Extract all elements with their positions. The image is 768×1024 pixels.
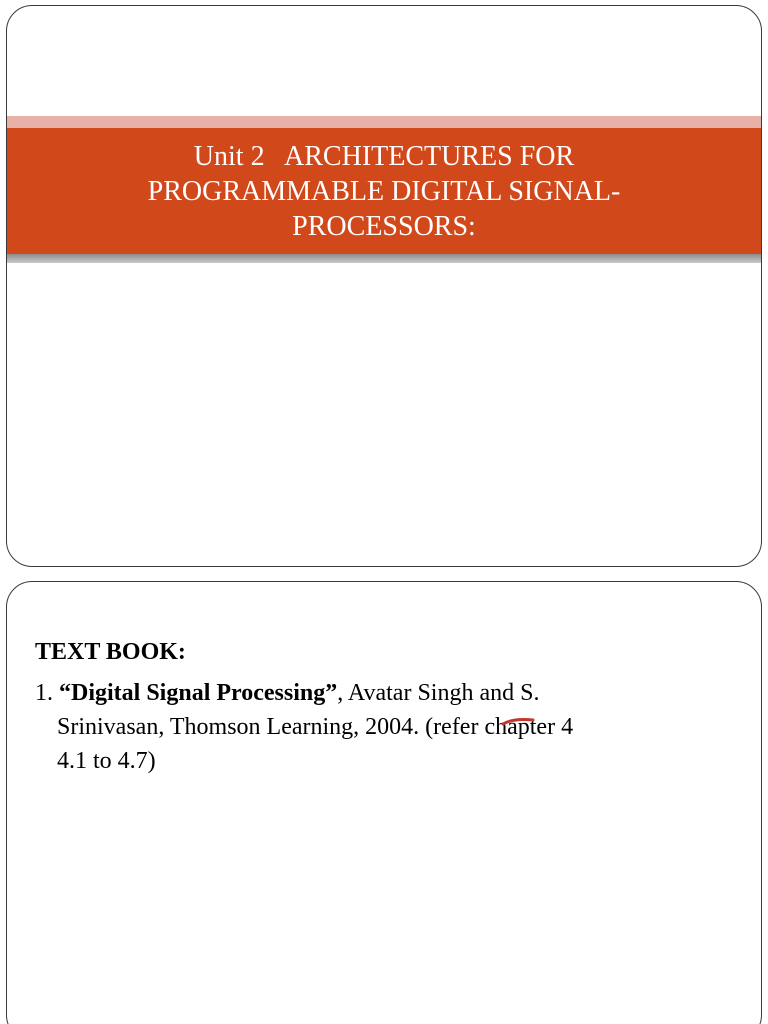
- reference-line-2: Srinivasan, Thomson Learning, 2004. (refer chapter 4: [57, 714, 574, 740]
- reference-authors: , Avatar Singh and S.: [337, 680, 540, 706]
- reference-line-1: [35, 676, 715, 710]
- banner-top-strip: [7, 116, 761, 128]
- title-slide: [6, 5, 762, 567]
- slide-title: [7, 139, 761, 244]
- title-banner: [7, 128, 761, 254]
- book-title: “Digital Signal Processing”: [59, 680, 338, 706]
- banner-shadow-strip: [7, 254, 761, 263]
- text-book-reference: [35, 676, 715, 778]
- slide-title-line-1: Unit 2 ARCHITECTURES FOR: [193, 140, 575, 172]
- slide-title-line-3: PROCESSORS:: [292, 210, 476, 242]
- slide-title-line-2: PROGRAMMABLE DIGITAL SIGNAL-: [147, 175, 621, 207]
- reference-number: 1.: [35, 680, 59, 706]
- text-book-heading: TEXT BOOK:: [35, 639, 186, 665]
- reference-line-3: 4.1 to 4.7): [57, 748, 156, 774]
- text-book-slide: [6, 581, 762, 1024]
